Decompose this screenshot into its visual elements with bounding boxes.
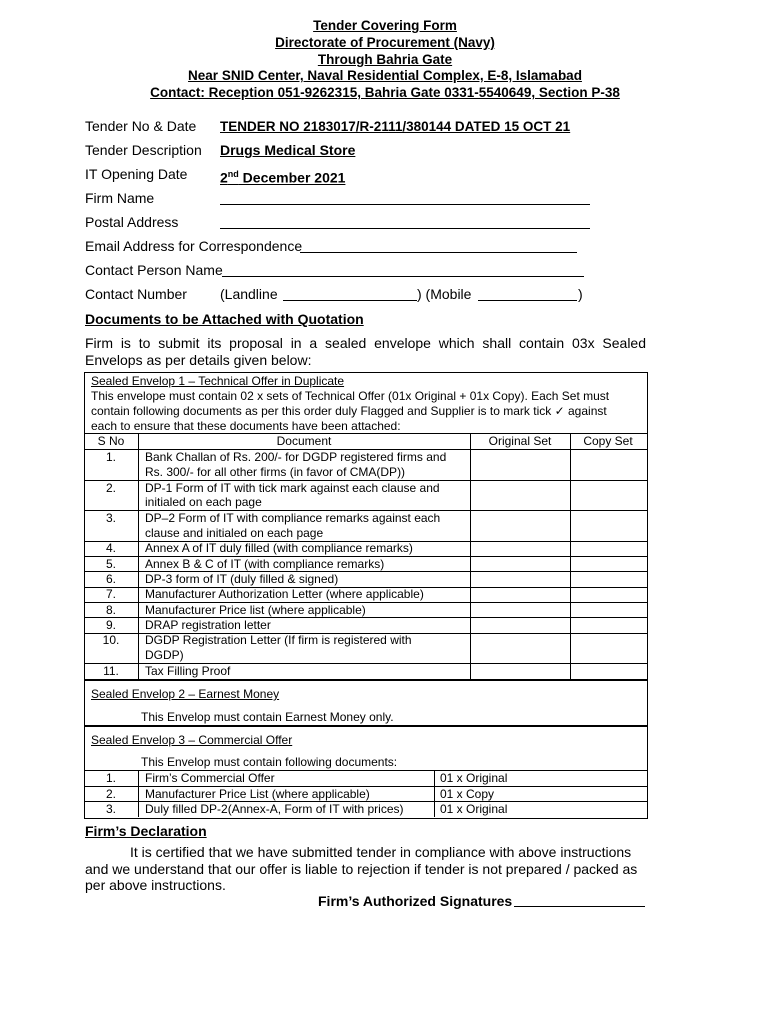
row-8-doc: Manufacturer Price list (where applicable): [145, 603, 366, 617]
row-1-doc-cont: Rs. 300/- for all other firms (in favor of CMA(DP)): [145, 465, 406, 479]
contact-number-label: Contact Number: [85, 286, 187, 302]
row-8-sno: 8.: [105, 603, 116, 617]
row-3-doc-cont: clause and initialed on each page: [145, 526, 324, 540]
row-3-doc: DP–2 Form of IT with compliance remarks against each: [145, 511, 441, 525]
col-copy-header: Copy Set: [583, 434, 633, 448]
contact-person-field[interactable]: [222, 276, 584, 277]
opening-date-label: IT Opening Date: [85, 166, 188, 182]
mobile-label: ) (Mobile: [417, 286, 472, 302]
env3-row-3-sno: 3.: [105, 802, 116, 816]
row-2-doc-cont: initialed on each page: [145, 495, 262, 509]
documents-title: Documents to be Attached with Quotation: [85, 311, 364, 327]
row-4-doc: Annex A of IT duly filled (with compliance remarks): [145, 541, 413, 555]
tender-no-label: Tender No & Date: [85, 118, 197, 134]
firm-name-label: Firm Name: [85, 190, 155, 206]
envelope1-text3: each to ensure that these documents have been attached:: [91, 419, 401, 433]
row-6-doc: DP-3 form of IT (duly filled & signed): [145, 572, 339, 586]
row-2-sno: 2.: [105, 481, 116, 495]
row-10-sno: 10.: [102, 633, 120, 647]
tender-no-value: TENDER NO 2183017/R-2111/380144 DATED 15 OCT 21: [220, 119, 571, 134]
env3-row-2-doc: Manufacturer Price List (where applicable): [145, 787, 370, 801]
table3-col-divider: [138, 770, 139, 817]
envelope1-title: Sealed Envelop 1 – Technical Offer in Duplicate: [91, 374, 345, 388]
email-field[interactable]: [300, 252, 577, 253]
row-11-sno: 11.: [103, 664, 119, 678]
col-sno-header: S No: [97, 434, 125, 448]
row-10-doc-cont: DGDP): [145, 648, 184, 662]
contact-person-label: Contact Person Name: [85, 262, 223, 278]
envelope2-title: Sealed Envelop 2 – Earnest Money: [91, 687, 280, 701]
through-line: Through Bahria Gate: [317, 52, 453, 67]
row-1-sno: 1.: [105, 450, 116, 464]
postal-address-label: Postal Address: [85, 214, 179, 230]
mobile-field[interactable]: [478, 300, 577, 301]
documents-intro: Firm is to submit its proposal in a sealed envelope which shall contain 03x Sealed Envelops as per details given below:: [85, 335, 646, 368]
tender-description-label: Tender Description: [85, 142, 202, 158]
row-7-sno: 7.: [105, 587, 116, 601]
row-1-doc: Bank Challan of Rs. 200/- for DGDP registered firms and: [145, 450, 447, 464]
row-10-doc: DGDP Registration Letter (If firm is registered with: [145, 633, 412, 647]
form-title: Tender Covering Form: [313, 18, 457, 33]
env3-row-3-doc: Duly filled DP-2(Annex-A, Form of IT with prices): [145, 802, 404, 816]
landline-field[interactable]: [283, 300, 417, 301]
col-document-header: Document: [276, 434, 332, 448]
row-11-doc: Tax Filling Proof: [145, 664, 231, 678]
directorate-line: Directorate of Procurement (Navy): [275, 35, 495, 50]
row-5-sno: 5.: [105, 557, 116, 571]
declaration-line2: and we understand that our offer is liable to rejection if tender is not prepared / packed as: [85, 861, 638, 877]
declaration-title: Firm’s Declaration: [85, 823, 207, 839]
env3-row-1-doc: Firm’s Commercial Offer: [145, 771, 275, 785]
row-5-doc: Annex B & C of IT (with compliance remarks): [145, 557, 385, 571]
row-7-doc: Manufacturer Authorization Letter (where applicable): [145, 587, 424, 601]
postal-address-field[interactable]: [220, 228, 590, 229]
opening-date-value: 2nd December 2021: [220, 169, 346, 186]
row-9-sno: 9.: [105, 618, 116, 632]
col-original-header: Original Set: [488, 434, 552, 448]
table3-col-divider: [434, 770, 435, 817]
declaration-line3: per above instructions.: [85, 877, 226, 893]
email-label: Email Address for Correspondence: [85, 238, 303, 254]
row-2-doc: DP-1 Form of IT with tick mark against each clause and: [145, 481, 440, 495]
env3-row-1-sno: 1.: [105, 771, 116, 785]
firm-name-field[interactable]: [220, 204, 590, 205]
env3-row-2-qty: 01 x Copy: [440, 787, 495, 801]
envelope2-text: This Envelop must contain Earnest Money only.: [141, 710, 394, 724]
row-6-sno: 6.: [105, 572, 116, 586]
tender-description-value: Drugs Medical Store: [220, 142, 356, 158]
close-paren: ): [578, 286, 583, 302]
row-4-sno: 4.: [105, 541, 116, 555]
landline-label: (Landline: [220, 286, 278, 302]
envelope3-title: Sealed Envelop 3 – Commercial Offer: [91, 733, 293, 747]
signature-field[interactable]: [514, 906, 645, 907]
signature-label: Firm’s Authorized Signatures: [318, 893, 513, 909]
declaration-line1: It is certified that we have submitted tender in compliance with above instructions: [130, 844, 632, 860]
row-3-sno: 3.: [105, 511, 116, 525]
env3-row-3-qty: 01 x Original: [440, 802, 508, 816]
envelope1-text2: contain following documents as per this order duly Flagged and Supplier is to mark tick ✓ against: [91, 404, 607, 418]
row-9-doc: DRAP registration letter: [145, 618, 271, 632]
tick-icon: ✓: [554, 404, 565, 418]
envelope1-text1: This envelope must contain 02 x sets of Technical Offer (01x Original + 01x Copy). Each Set must: [91, 389, 610, 403]
address-line: Near SNID Center, Naval Residential Complex, E-8, Islamabad: [188, 68, 582, 83]
contact-line: Contact: Reception 051-9262315, Bahria Gate 0331-5540649, Section P-38: [150, 85, 620, 100]
env3-row-2-sno: 2.: [105, 787, 116, 801]
envelope3-text: This Envelop must contain following documents:: [141, 755, 398, 769]
env3-row-1-qty: 01 x Original: [440, 771, 508, 785]
